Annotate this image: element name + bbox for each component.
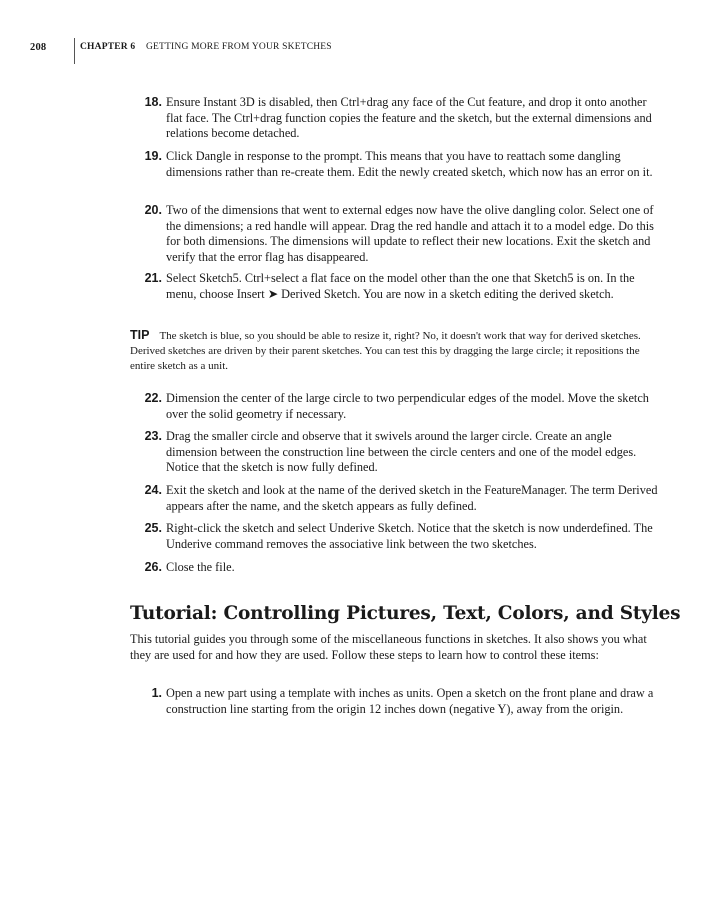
step-number: 1.: [151, 686, 162, 700]
step-number: 25.: [144, 521, 162, 535]
step-text: Dimension the center of the large circle to two perpendicular edges of the model. Move the sketch over the solid geometry if necessary.: [166, 391, 649, 421]
list-item: [130, 483, 662, 514]
step-number: 21.: [144, 271, 162, 285]
running-head: [80, 42, 332, 52]
list-item: [130, 429, 662, 476]
step-text: Two of the dimensions that went to external edges now have the olive dangling color. Select one of the dimensions; a red handle will appear. Drag the red handle and attach it to a model edge. Do this for both dimensions. The dimensions will update to reflect their new locations. Exit the sketch and verify that the error flag has disappeared.: [166, 203, 654, 264]
step-text: Right-click the sketch and select Underive Sketch. Notice that the sketch is now underdefined. The Underive command removes the associative link between the two sketches.: [166, 521, 653, 551]
step-text: Ensure Instant 3D is disabled, then Ctrl+drag any face of the Cut feature, and drop it onto another flat face. The Ctrl+drag function copies the feature and the sketch, but the external dimensions and relations become detached.: [166, 95, 652, 140]
step-text: Click Dangle in response to the prompt. This means that you have to reattach some dangling dimensions rather than re-create them. Edit the newly created sketch, which now has an error on it.: [166, 149, 653, 179]
step-number: 23.: [144, 429, 162, 443]
step-number: 26.: [144, 560, 162, 574]
step-number: 18.: [144, 95, 162, 109]
step-text: Close the file.: [166, 560, 235, 574]
list-item: [130, 203, 662, 265]
header-divider: [74, 38, 75, 64]
step-text: Drag the smaller circle and observe that it swivels around the larger circle. Create an angle dimension between the construction line between the circle centers and one of the model edges. Notice that the sketch is now fully defined.: [166, 429, 637, 474]
step-number: 22.: [144, 391, 162, 405]
chapter-title: GETTING MORE FROM YOUR SKETCHES: [145, 42, 332, 52]
step-number: 24.: [144, 483, 162, 497]
tip-label: TIP: [130, 328, 150, 342]
list-item: [130, 271, 662, 302]
list-item: [130, 391, 662, 422]
page-number: 208: [30, 42, 47, 53]
step-number: 19.: [144, 149, 162, 163]
tip-text: The sketch is blue, so you should be able to resize it, right? No, it doesn't work that way for derived sketches. Derived sketches are driven by their parent sketches. You can test this by dragging the large circle; it repositions the entire sketch as a unit.: [130, 330, 641, 372]
step-text: Open a new part using a template with inches as units. Open a sketch on the front plane and draw a construction line starting from the origin 12 inches down (negative Y), away from the origin.: [166, 686, 654, 716]
chapter-label: CHAPTER 6: [80, 42, 136, 52]
list-item: [130, 521, 662, 552]
step-text: Exit the sketch and look at the name of the derived sketch in the FeatureManager. The term Derived appears after the name, and the sketch appears as fully defined.: [166, 483, 658, 513]
step-number: 20.: [144, 203, 162, 217]
section-heading: Tutorial: Controlling Pictures, Text, Colors, and Styles: [130, 603, 681, 624]
list-item: [130, 149, 662, 180]
page-header: [0, 0, 717, 70]
list-item: [130, 95, 662, 142]
step-text: Select Sketch5. Ctrl+select a flat face on the model other than the one that Sketch5 is on. In the menu, choose Insert ➤ Derived Sketch. You are now in a sketch editing the derived sketch.: [166, 271, 635, 301]
list-item: [130, 560, 662, 576]
section-intro: This tutorial guides you through some of the miscellaneous functions in sketches. It also shows you what they are used for and how they are used. Follow these steps to learn how to control these items:: [130, 632, 647, 662]
list-item: [130, 686, 662, 717]
tip-box: [130, 328, 654, 374]
